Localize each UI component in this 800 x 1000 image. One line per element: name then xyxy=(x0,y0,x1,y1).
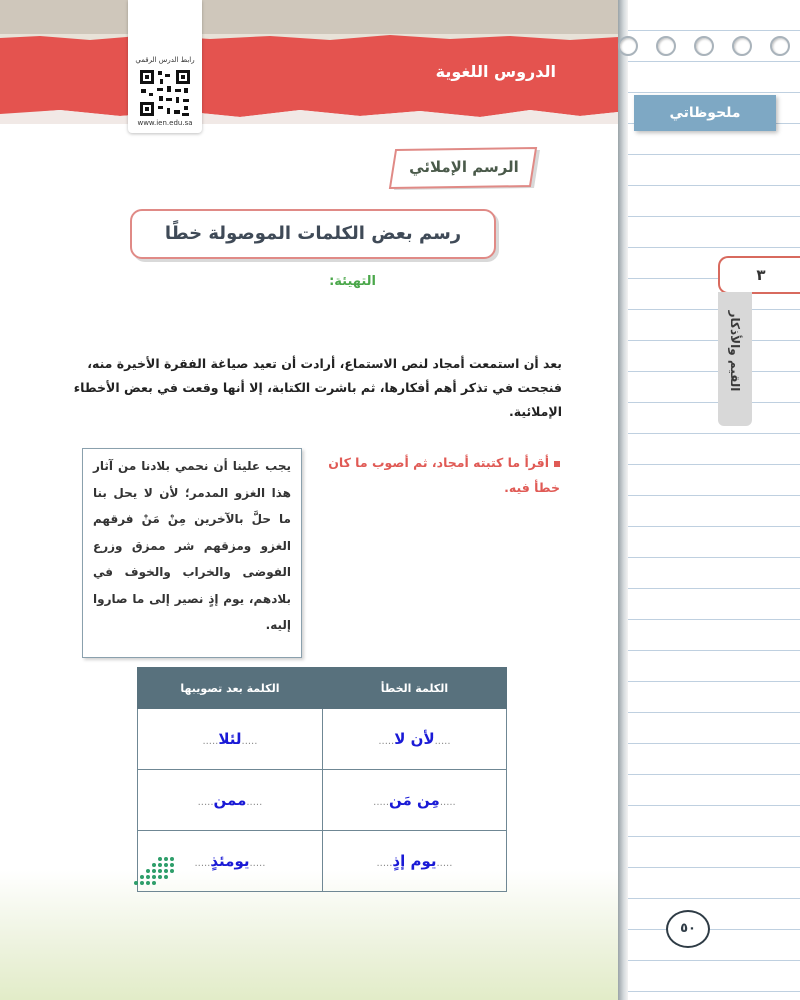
section-tag xyxy=(384,146,548,192)
table-row xyxy=(138,770,507,831)
correct-word: لئلا xyxy=(218,730,242,748)
dots: ..... xyxy=(439,797,456,808)
dots: ..... xyxy=(202,736,219,747)
dots: ..... xyxy=(249,858,266,869)
header-wrong-word: الكلمة الخطأ xyxy=(322,668,506,709)
unit-number: ٣ xyxy=(718,256,800,294)
header-banner xyxy=(0,0,618,145)
intro-paragraph: بعد أن استمعت أمجاد لنص الاستماع، أرادت أن تعيد صياغة الفقرة الأخيرة منه، فنجحت في تذكر أهم أفكارها، ثم باشرت الكتابة، إلا أنها وقعت في بعض الأخطاء الإملائية. xyxy=(73,356,562,419)
bullet-icon xyxy=(554,461,560,467)
dots: ..... xyxy=(246,797,263,808)
binder-hole-icon xyxy=(732,36,752,56)
dots: ..... xyxy=(197,797,214,808)
correct-cell xyxy=(138,770,323,831)
wrong-word: مِن مَن xyxy=(389,791,440,809)
dots: ..... xyxy=(241,736,258,747)
banner-title: الدروس اللغوية xyxy=(435,62,556,81)
binder-hole-icon xyxy=(694,36,714,56)
binder-holes xyxy=(610,36,800,60)
lesson-title: رسم بعض الكلمات الموصولة خطًا xyxy=(130,209,496,259)
table-row xyxy=(138,709,507,770)
unit-strip xyxy=(718,292,752,426)
notes-tab: ملحوظاتي xyxy=(634,95,776,131)
qr-url[interactable]: www.ien.edu.sa xyxy=(137,119,193,127)
wrong-cell xyxy=(322,770,506,831)
dots: ..... xyxy=(376,858,393,869)
correction-table xyxy=(137,667,507,892)
dots: ..... xyxy=(378,736,395,747)
dots: ..... xyxy=(373,797,390,808)
warmup-heading: التهيئة: xyxy=(329,274,376,289)
section-tag-label: الرسم الإملائي xyxy=(409,158,519,176)
table-row xyxy=(138,831,507,892)
table-header-row xyxy=(138,668,507,709)
page-number: ٥٠ xyxy=(666,910,710,948)
qr-code-icon[interactable] xyxy=(138,68,192,118)
dots: ..... xyxy=(434,736,451,747)
dots: ..... xyxy=(194,858,211,869)
correct-word: ممن xyxy=(213,791,247,809)
header-correct-word: الكلمة بعد تصويبها xyxy=(138,668,323,709)
correct-word: يومئذٍ xyxy=(210,852,250,870)
wrong-cell xyxy=(322,709,506,770)
dots: ..... xyxy=(436,858,453,869)
passage-box: يجب علينا أن نحمي بلادنا من آثار هذا الغزو المدمر؛ لأن لا يحل بنا ما حلَّ بالآخرين مِنْ مَنْ فرقهم الغزو ومزقهم شر ممزق وزرع الفوضى والخراب والخوف في بلادهم، يوم إذٍ نصير إلى ما صاروا إليه. xyxy=(82,448,302,658)
book-spine xyxy=(618,0,628,1000)
qr-label: رابط الدرس الرقمي xyxy=(135,56,195,64)
binder-hole-icon xyxy=(618,36,638,56)
wrong-word: يوم إذٍ xyxy=(392,852,437,870)
qr-card[interactable] xyxy=(128,0,202,133)
notes-page xyxy=(628,0,800,1000)
binder-hole-icon xyxy=(770,36,790,56)
task-text: أقرأ ما كتبته أمجاد، ثم أصوب ما كان خطأ فيه. xyxy=(328,455,560,495)
wrong-cell xyxy=(322,831,506,892)
correct-cell xyxy=(138,709,323,770)
wrong-word: لأن لا xyxy=(394,730,435,748)
binder-hole-icon xyxy=(656,36,676,56)
unit-name: القيم والأذكار xyxy=(728,310,742,392)
task-instruction xyxy=(320,450,560,500)
ministry-logo-icon xyxy=(130,855,176,889)
